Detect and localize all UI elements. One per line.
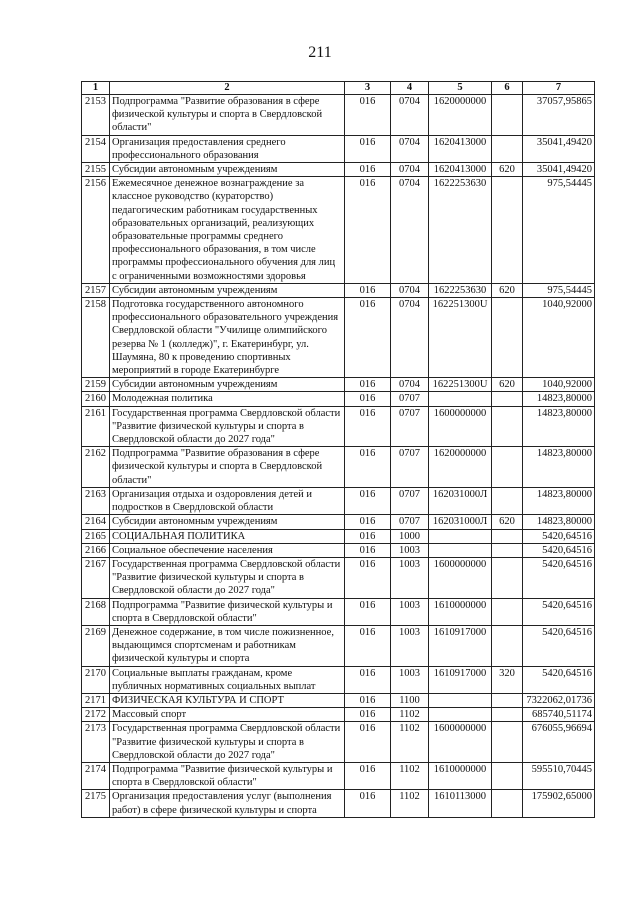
row-name: Подготовка государственного автономного профессионального образовательного учреждения Свердловской области "Училище олимпийского резерва № 1 (колледж)", г. Екатеринбург, ул. Шаумяна, 80 к проведению спортивных мероприятий в городе Екатеринбурге bbox=[110, 298, 345, 378]
row-ved-code: 016 bbox=[345, 283, 391, 297]
row-ved-code: 016 bbox=[345, 95, 391, 136]
row-section-code: 0704 bbox=[391, 95, 429, 136]
row-amount: 5420,64516 bbox=[523, 529, 595, 543]
row-amount: 685740,51174 bbox=[523, 708, 595, 722]
row-expense-type bbox=[492, 708, 523, 722]
row-section-code: 1003 bbox=[391, 666, 429, 693]
table-row bbox=[82, 708, 595, 722]
row-number: 2166 bbox=[82, 543, 110, 557]
row-target-code: 1620000000 bbox=[429, 447, 492, 488]
row-name: Организация предоставления услуг (выполнения работ) в сфере физической культуры и спорта bbox=[110, 790, 345, 817]
table-row bbox=[82, 177, 595, 284]
row-number: 2172 bbox=[82, 708, 110, 722]
table-row bbox=[82, 163, 595, 177]
row-target-code: 1600000000 bbox=[429, 406, 492, 447]
table-row bbox=[82, 406, 595, 447]
row-ved-code: 016 bbox=[345, 762, 391, 789]
table-row bbox=[82, 378, 595, 392]
row-amount: 1040,92000 bbox=[523, 378, 595, 392]
row-section-code: 1102 bbox=[391, 762, 429, 789]
row-number: 2157 bbox=[82, 283, 110, 297]
table-row bbox=[82, 487, 595, 514]
row-target-code: 1622253630 bbox=[429, 177, 492, 284]
row-amount: 37057,95865 bbox=[523, 95, 595, 136]
row-expense-type bbox=[492, 790, 523, 817]
row-amount: 14823,80000 bbox=[523, 487, 595, 514]
row-section-code: 0704 bbox=[391, 177, 429, 284]
row-expense-type: 620 bbox=[492, 283, 523, 297]
table-row bbox=[82, 693, 595, 707]
row-name: Субсидии автономным учреждениям bbox=[110, 163, 345, 177]
row-expense-type bbox=[492, 762, 523, 789]
row-section-code: 1102 bbox=[391, 722, 429, 763]
row-target-code: 162251300U bbox=[429, 378, 492, 392]
row-number: 2174 bbox=[82, 762, 110, 789]
row-target-code: 1622253630 bbox=[429, 283, 492, 297]
row-target-code bbox=[429, 708, 492, 722]
column-header: 3 bbox=[345, 82, 391, 95]
row-name: Подпрограмма "Развитие образования в сфере физической культуры и спорта в Свердловской области" bbox=[110, 95, 345, 136]
row-ved-code: 016 bbox=[345, 515, 391, 529]
row-amount: 5420,64516 bbox=[523, 598, 595, 625]
row-amount: 975,54445 bbox=[523, 177, 595, 284]
row-name: Подпрограмма "Развитие физической культуры и спорта в Свердловской области" bbox=[110, 762, 345, 789]
row-ved-code: 016 bbox=[345, 392, 391, 406]
row-number: 2160 bbox=[82, 392, 110, 406]
row-section-code: 1102 bbox=[391, 708, 429, 722]
table-row bbox=[82, 790, 595, 817]
row-ved-code: 016 bbox=[345, 790, 391, 817]
header-row bbox=[82, 82, 595, 95]
row-expense-type bbox=[492, 543, 523, 557]
row-amount: 5420,64516 bbox=[523, 543, 595, 557]
row-target-code: 1620413000 bbox=[429, 135, 492, 162]
row-section-code: 0707 bbox=[391, 392, 429, 406]
row-target-code: 1600000000 bbox=[429, 557, 492, 598]
row-ved-code: 016 bbox=[345, 543, 391, 557]
row-target-code bbox=[429, 392, 492, 406]
column-header: 5 bbox=[429, 82, 492, 95]
row-name: Массовый спорт bbox=[110, 708, 345, 722]
table-row bbox=[82, 543, 595, 557]
row-amount: 35041,49420 bbox=[523, 163, 595, 177]
table-row bbox=[82, 392, 595, 406]
row-expense-type bbox=[492, 529, 523, 543]
row-name: Государственная программа Свердловской области "Развитие физической культуры и спорта в Свердловской области до 2027 года" bbox=[110, 406, 345, 447]
row-expense-type bbox=[492, 406, 523, 447]
row-number: 2155 bbox=[82, 163, 110, 177]
row-number: 2168 bbox=[82, 598, 110, 625]
row-ved-code: 016 bbox=[345, 177, 391, 284]
table-row bbox=[82, 447, 595, 488]
row-ved-code: 016 bbox=[345, 666, 391, 693]
row-expense-type bbox=[492, 625, 523, 666]
row-ved-code: 016 bbox=[345, 598, 391, 625]
row-section-code: 0707 bbox=[391, 515, 429, 529]
row-number: 2156 bbox=[82, 177, 110, 284]
row-amount: 14823,80000 bbox=[523, 406, 595, 447]
table-row bbox=[82, 557, 595, 598]
row-name: Ежемесячное денежное вознаграждение за классное руководство (кураторство) педагогическим работникам государственных образовательных организаций, реализующих образовательные программы среднего профессионального образования, в том числе программы профессионального обучения для лиц с ограниченными возможностями здоровья bbox=[110, 177, 345, 284]
row-number: 2163 bbox=[82, 487, 110, 514]
row-section-code: 1102 bbox=[391, 790, 429, 817]
row-name: Субсидии автономным учреждениям bbox=[110, 378, 345, 392]
row-section-code: 1100 bbox=[391, 693, 429, 707]
row-expense-type: 620 bbox=[492, 378, 523, 392]
row-target-code bbox=[429, 543, 492, 557]
row-ved-code: 016 bbox=[345, 406, 391, 447]
row-section-code: 0704 bbox=[391, 283, 429, 297]
column-header: 4 bbox=[391, 82, 429, 95]
row-section-code: 1003 bbox=[391, 557, 429, 598]
row-target-code bbox=[429, 693, 492, 707]
row-ved-code: 016 bbox=[345, 487, 391, 514]
row-number: 2153 bbox=[82, 95, 110, 136]
row-name: ФИЗИЧЕСКАЯ КУЛЬТУРА И СПОРТ bbox=[110, 693, 345, 707]
row-expense-type bbox=[492, 95, 523, 136]
table-row bbox=[82, 298, 595, 378]
row-name: Молодежная политика bbox=[110, 392, 345, 406]
row-name: Государственная программа Свердловской области "Развитие физической культуры и спорта в Свердловской области до 2027 года" bbox=[110, 722, 345, 763]
row-expense-type bbox=[492, 557, 523, 598]
row-number: 2169 bbox=[82, 625, 110, 666]
row-name: Организация отдыха и оздоровления детей и подростков в Свердловской области bbox=[110, 487, 345, 514]
column-header: 6 bbox=[492, 82, 523, 95]
row-number: 2167 bbox=[82, 557, 110, 598]
row-target-code: 1610917000 bbox=[429, 625, 492, 666]
table-row bbox=[82, 95, 595, 136]
row-ved-code: 016 bbox=[345, 557, 391, 598]
budget-table bbox=[81, 81, 595, 818]
row-ved-code: 016 bbox=[345, 163, 391, 177]
row-expense-type bbox=[492, 722, 523, 763]
row-ved-code: 016 bbox=[345, 693, 391, 707]
row-ved-code: 016 bbox=[345, 529, 391, 543]
row-amount: 595510,70445 bbox=[523, 762, 595, 789]
row-section-code: 1000 bbox=[391, 529, 429, 543]
row-number: 2158 bbox=[82, 298, 110, 378]
row-amount: 5420,64516 bbox=[523, 625, 595, 666]
row-expense-type: 620 bbox=[492, 163, 523, 177]
row-amount: 7322062,01736 bbox=[523, 693, 595, 707]
row-amount: 14823,80000 bbox=[523, 447, 595, 488]
row-target-code: 1610113000 bbox=[429, 790, 492, 817]
row-expense-type bbox=[492, 177, 523, 284]
row-section-code: 0707 bbox=[391, 406, 429, 447]
table-row bbox=[82, 722, 595, 763]
row-number: 2164 bbox=[82, 515, 110, 529]
row-number: 2165 bbox=[82, 529, 110, 543]
row-amount: 14823,80000 bbox=[523, 392, 595, 406]
row-name: Социальное обеспечение населения bbox=[110, 543, 345, 557]
row-amount: 175902,65000 bbox=[523, 790, 595, 817]
table-row bbox=[82, 666, 595, 693]
column-header: 1 bbox=[82, 82, 110, 95]
row-target-code: 1610917000 bbox=[429, 666, 492, 693]
column-header: 7 bbox=[523, 82, 595, 95]
table-row bbox=[82, 529, 595, 543]
row-name: Подпрограмма "Развитие образования в сфере физической культуры и спорта в Свердловской области" bbox=[110, 447, 345, 488]
row-number: 2173 bbox=[82, 722, 110, 763]
row-section-code: 0704 bbox=[391, 135, 429, 162]
row-name: Государственная программа Свердловской области "Развитие физической культуры и спорта в Свердловской области до 2027 года" bbox=[110, 557, 345, 598]
row-expense-type bbox=[492, 487, 523, 514]
row-amount: 1040,92000 bbox=[523, 298, 595, 378]
row-section-code: 1003 bbox=[391, 543, 429, 557]
row-expense-type bbox=[492, 598, 523, 625]
table-row bbox=[82, 283, 595, 297]
row-target-code: 1610000000 bbox=[429, 598, 492, 625]
row-section-code: 0707 bbox=[391, 487, 429, 514]
table-row bbox=[82, 762, 595, 789]
row-target-code: 1610000000 bbox=[429, 762, 492, 789]
row-target-code: 1620000000 bbox=[429, 95, 492, 136]
row-number: 2162 bbox=[82, 447, 110, 488]
row-number: 2171 bbox=[82, 693, 110, 707]
row-expense-type bbox=[492, 298, 523, 378]
row-number: 2154 bbox=[82, 135, 110, 162]
row-section-code: 0704 bbox=[391, 378, 429, 392]
row-target-code: 162031000Л bbox=[429, 515, 492, 529]
row-number: 2159 bbox=[82, 378, 110, 392]
row-ved-code: 016 bbox=[345, 722, 391, 763]
row-section-code: 0704 bbox=[391, 163, 429, 177]
row-name: Денежное содержание, в том числе пожизненное, выдающимся спортсменам и работникам физической культуры и спорта bbox=[110, 625, 345, 666]
row-name: Социальные выплаты гражданам, кроме публичных нормативных социальных выплат bbox=[110, 666, 345, 693]
row-expense-type: 320 bbox=[492, 666, 523, 693]
row-expense-type bbox=[492, 392, 523, 406]
row-expense-type: 620 bbox=[492, 515, 523, 529]
row-section-code: 1003 bbox=[391, 598, 429, 625]
table-row bbox=[82, 598, 595, 625]
row-section-code: 1003 bbox=[391, 625, 429, 666]
column-header: 2 bbox=[110, 82, 345, 95]
row-target-code: 1620413000 bbox=[429, 163, 492, 177]
row-amount: 676055,96694 bbox=[523, 722, 595, 763]
row-expense-type bbox=[492, 693, 523, 707]
row-amount: 5420,64516 bbox=[523, 666, 595, 693]
table-row bbox=[82, 515, 595, 529]
row-expense-type bbox=[492, 447, 523, 488]
row-target-code bbox=[429, 529, 492, 543]
row-target-code: 162031000Л bbox=[429, 487, 492, 514]
row-target-code: 162251300U bbox=[429, 298, 492, 378]
row-ved-code: 016 bbox=[345, 708, 391, 722]
row-number: 2161 bbox=[82, 406, 110, 447]
table-row bbox=[82, 135, 595, 162]
row-amount: 5420,64516 bbox=[523, 557, 595, 598]
row-section-code: 0707 bbox=[391, 447, 429, 488]
row-name: Организация предоставления среднего профессионального образования bbox=[110, 135, 345, 162]
row-ved-code: 016 bbox=[345, 625, 391, 666]
row-ved-code: 016 bbox=[345, 378, 391, 392]
row-amount: 975,54445 bbox=[523, 283, 595, 297]
row-section-code: 0704 bbox=[391, 298, 429, 378]
row-target-code: 1600000000 bbox=[429, 722, 492, 763]
row-amount: 14823,80000 bbox=[523, 515, 595, 529]
row-name: Подпрограмма "Развитие физической культуры и спорта в Свердловской области" bbox=[110, 598, 345, 625]
row-name: СОЦИАЛЬНАЯ ПОЛИТИКА bbox=[110, 529, 345, 543]
row-name: Субсидии автономным учреждениям bbox=[110, 515, 345, 529]
row-ved-code: 016 bbox=[345, 135, 391, 162]
page-number: 211 bbox=[308, 44, 332, 61]
row-ved-code: 016 bbox=[345, 298, 391, 378]
row-name: Субсидии автономным учреждениям bbox=[110, 283, 345, 297]
table-row bbox=[82, 625, 595, 666]
row-number: 2170 bbox=[82, 666, 110, 693]
row-ved-code: 016 bbox=[345, 447, 391, 488]
row-expense-type bbox=[492, 135, 523, 162]
row-number: 2175 bbox=[82, 790, 110, 817]
row-amount: 35041,49420 bbox=[523, 135, 595, 162]
